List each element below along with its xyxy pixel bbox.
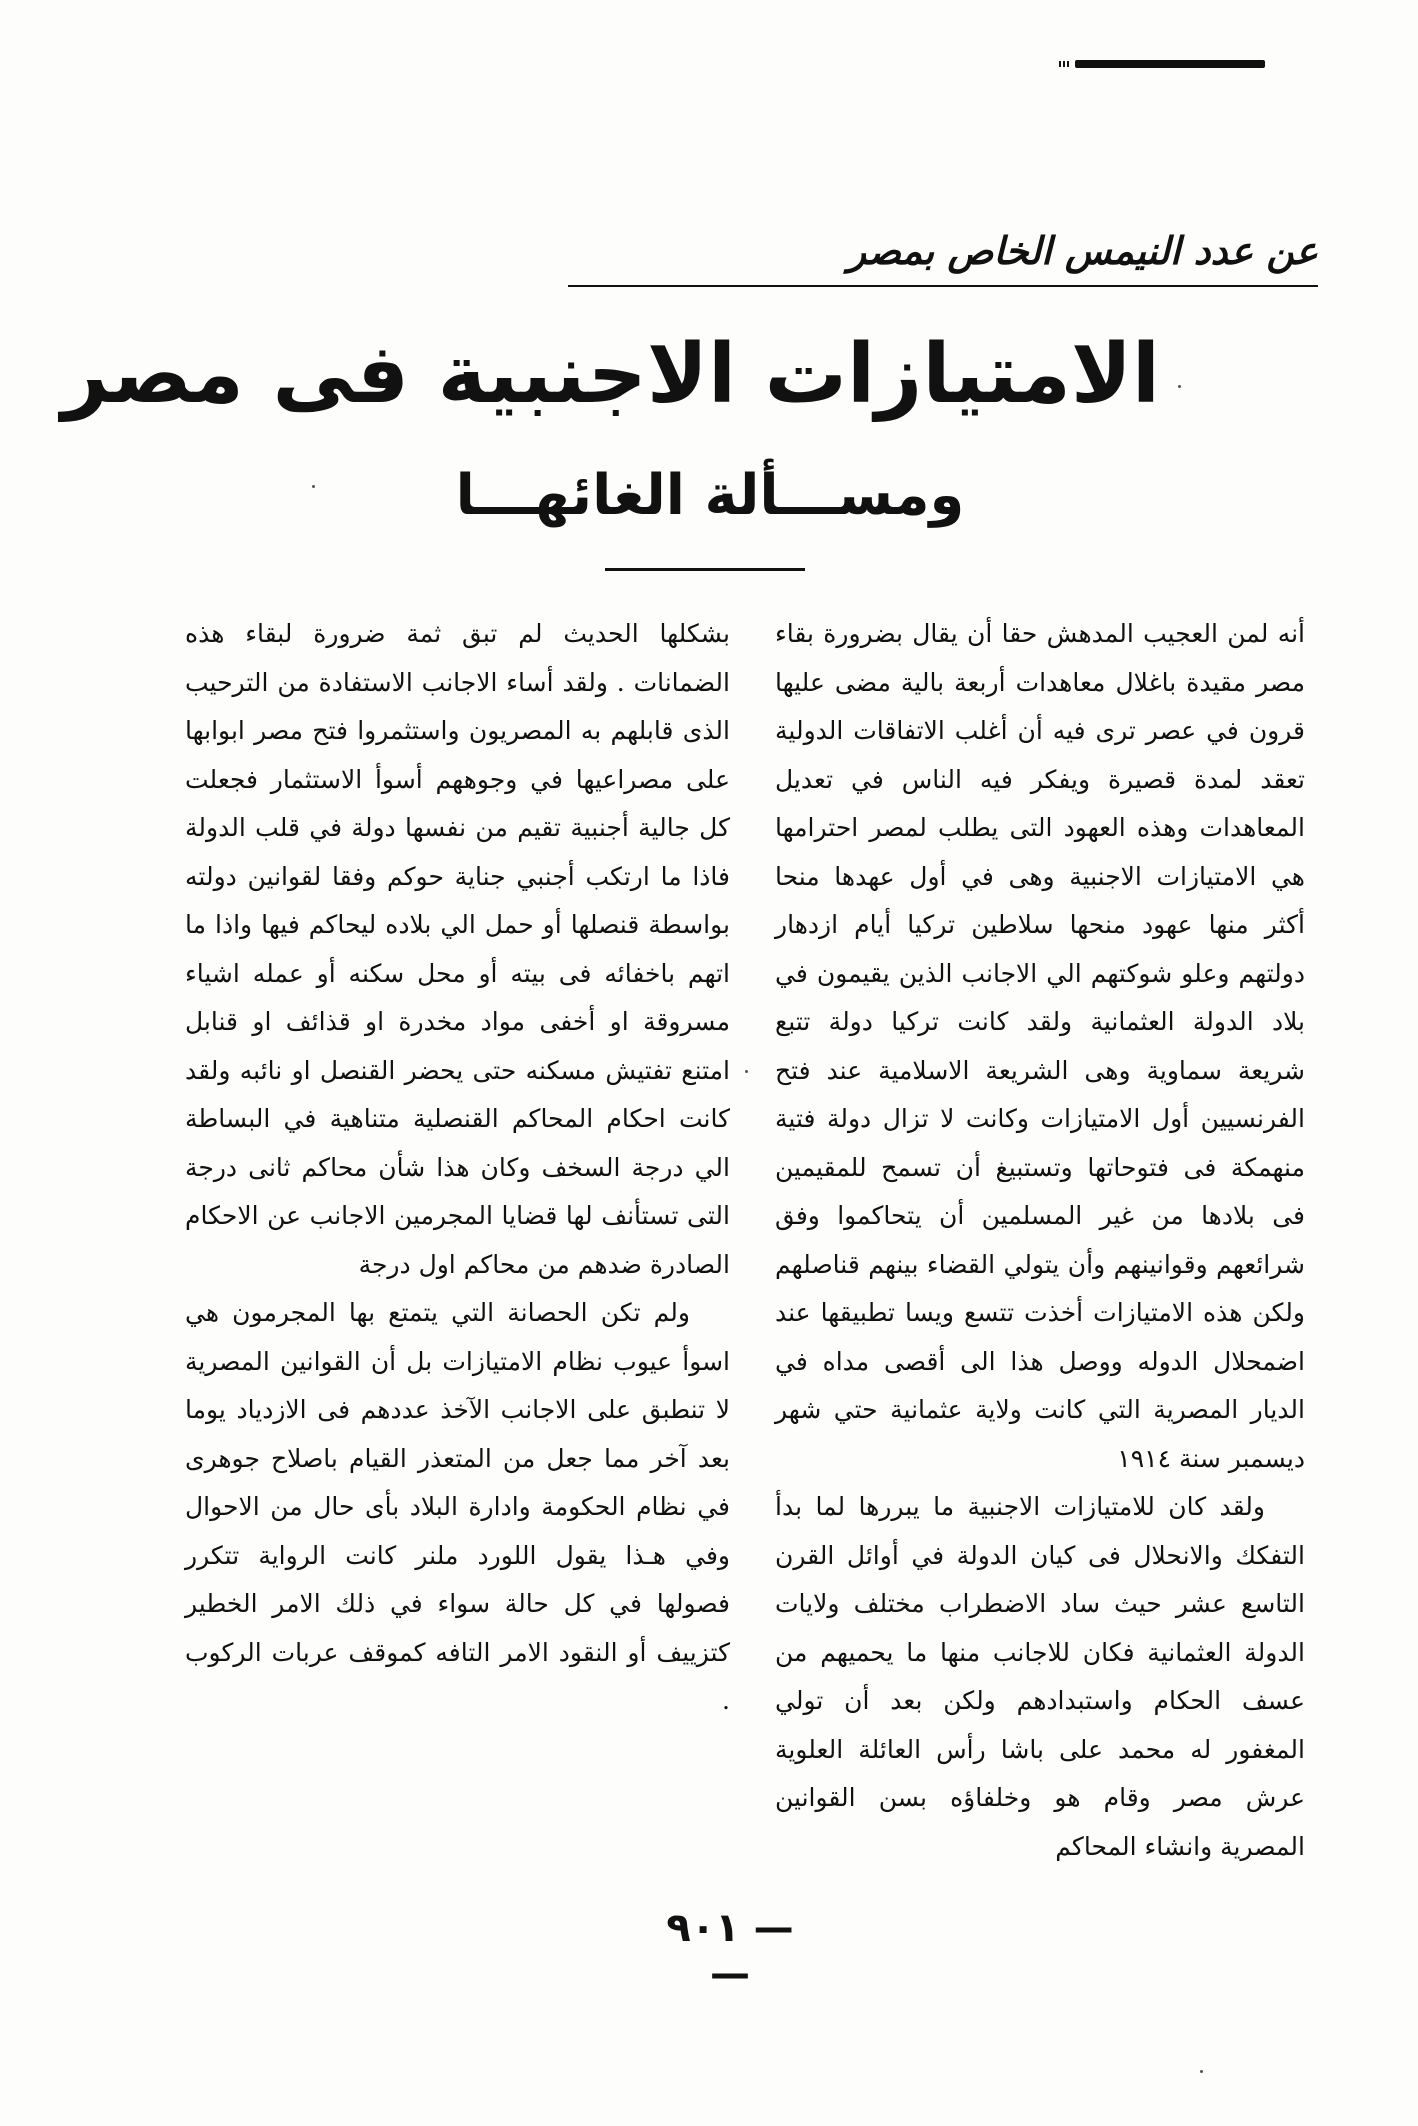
source-attribution: عن عدد النيمس الخاص بمصر [847,228,1318,273]
paragraph: ولم تكن الحصانة التي يتمتع بها المجرمون هي اسوأ عيوب نظام الامتيازات بل أن القوانين المصرية لا تنطبق على الاجانب الآخذ عددهم فى الازدياد يوما بعد آخر مما جعل من المتعذر القيام باصلاح جوهرى في نظام الحكومة وادارة البلاد بأى حال من الاحوال وفي هـذا يقول اللورد ملنر كانت الرواية تتكرر فصولها في كل حالة سواء في ذلك الامر الخطير كتزييف أو النقود الامر التافه كموقف عربات الركوب . [185,1298,730,1715]
scan-speck [745,1070,748,1073]
article-subtitle: ومســـألة الغائهـــا [455,463,965,528]
article-column-right [775,610,1305,1871]
scan-speck [312,485,315,488]
scan-speck [1178,385,1181,388]
scan-artifact-bar [1075,60,1265,68]
article-title: الامتيازات الاجنبية فى مصر [61,327,1160,422]
paragraph: ولقد كان للامتيازات الاجنبية ما يبررها لما بدأ التفكك والانحلال فى كيان الدولة في أوائل القرن التاسع عشر حيث ساد الاضطراب مختلف ولايات الدولة العثمانية فكان للاجانب منها ما يحميهم من عسف الحكام واستبدادهم ولكن بعد أن تولي المغفور له محمد على باشا رأس العائلة العلوية عرش مصر وقام هو وخلفاؤه بسن القوانين المصرية وانشاء المحاكم [775,1492,1305,1861]
title-divider [605,568,805,571]
paragraph: بشكلها الحديث لم تبق ثمة ضرورة لبقاء هذه الضمانات . ولقد أساء الاجانب الاستفادة من الترحيب الذى قابلهم به المصريون واستثمروا فتح مصر ابوابها على مصراعيها في وجوههم أسوأ الاستثمار فجعلت كل جالية أجنبية تقيم من نفسها دولة في قلب الدولة فاذا ما ارتكب أجنبي جناية حوكم وفقا لقوانين دولته بواسطة قنصلها أو حمل الي بلاده ليحاكم فيها واذا ما اتهم باخفائه فى بيته أو محل سكنه أو عمله اشياء مسروقة او أخفى مواد مخدرة او قذائف او قنابل امتنع تفتيش مسكنه حتى يحضر القنصل او نائبه ولقد كانت احكام المحاكم القنصلية متناهية في البساطة الي درجة السخف وكان هذا شأن محاكم ثانى درجة التى تستأنف لها قضايا المجرمين الاجانب عن الاحكام الصادرة ضدهم من محاكم اول درجة [185,619,730,1279]
scan-speck [1200,2070,1203,2073]
page-number: — ٩٠١ — [666,1905,794,1997]
paragraph: أنه لمن العجيب المدهش حقا أن يقال بضرورة بقاء مصر مقيدة باغلال معاهدات أربعة بالية مضى عليها قرون في عصر ترى فيه أن أغلب الاتفاقات الدولية تعقد لمدة قصيرة ويفكر فيه الناس في تعديل المعاهدات وهذه العهود التى يطلب لمصر احترامها هي الامتيازات الاجنبية وهى في أول عهدها منحا أكثر منها عهود منحها سلاطين تركيا أيام ازدهار دولتهم وعلو شوكتهم الي الاجانب الذين يقيمون في بلاد الدولة العثمانية ولقد كانت تركيا دولة تتبع شريعة سماوية وهى الشريعة الاسلامية عند فتح الفرنسيين أول الامتيازات وكانت لا تزال دولة فتية منهمكة فى فتوحاتها وتستبيغ أن تسمح للمقيمين فى بلادها من غير المسلمين أن يتحاكموا وفق شرائعهم وقوانينهم وأن يتولي القضاء بينهم قناصلهم ولكن هذه الامتيازات أخذت تتسع ويسا تطبيقها عند اضمحلال الدوله ووصل هذا الى أقصى مداه في الديار المصرية التي كانت ولاية عثمانية حتي شهر ديسمبر سنة ١٩١٤ [775,619,1305,1473]
source-underline [568,285,1318,287]
article-column-left [185,610,730,1726]
